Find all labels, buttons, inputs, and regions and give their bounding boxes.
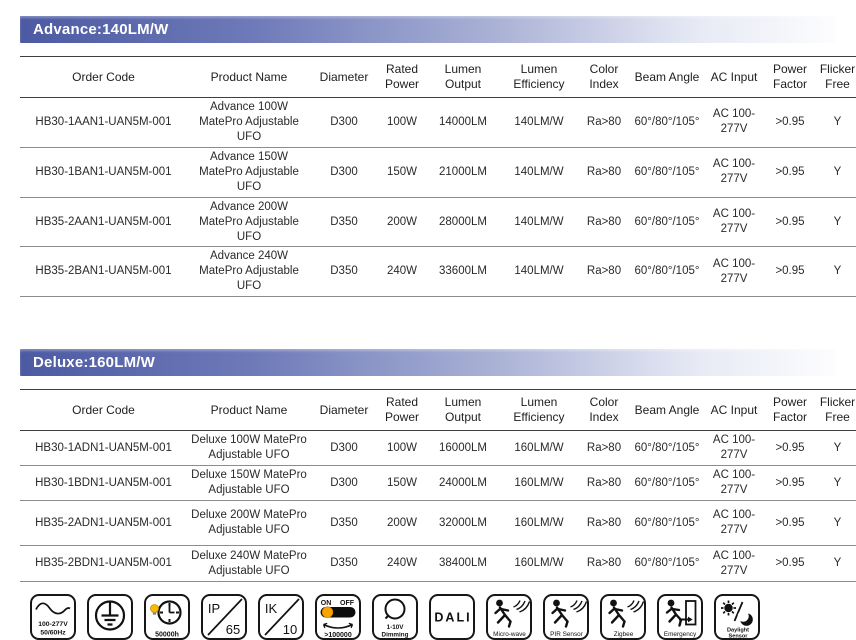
column-header: Power Factor <box>772 62 807 91</box>
table-row <box>20 98 856 148</box>
header-row <box>20 390 856 431</box>
svg-text:Zigbee: Zigbee <box>613 631 634 638</box>
table-cell: 140LM/W <box>514 115 564 128</box>
deluxe-section <box>20 349 856 582</box>
table-cell: 160LM/W <box>514 476 564 489</box>
table-cell: D300 <box>330 115 358 128</box>
table-cell: Ra>80 <box>586 265 622 278</box>
column-header: Color Index <box>589 395 619 425</box>
column-header: Product Name <box>210 69 288 84</box>
table-cell: Ra>80 <box>586 115 622 128</box>
daylight-sensor-icon <box>714 594 760 640</box>
table-cell: AC 100-277V <box>712 208 756 236</box>
table-cell: >0.95 <box>775 516 805 529</box>
svg-text:Micro-wave: Micro-wave <box>493 631 526 638</box>
svg-text:50000h: 50000h <box>155 631 179 638</box>
column-header: Rated Power <box>384 62 419 91</box>
table-cell: 60°/80°/105° <box>634 165 700 178</box>
column-header: Lumen Efficiency <box>513 395 565 425</box>
table-row <box>20 247 856 297</box>
table-row <box>20 197 856 247</box>
svg-text:Sensor: Sensor <box>728 633 748 638</box>
table-cell: AC 100-277V <box>712 108 756 136</box>
table-cell: >0.95 <box>775 165 805 178</box>
table-cell: AC 100-277V <box>712 257 756 285</box>
svg-text:Emergency: Emergency <box>663 631 697 638</box>
column-header: Color Index <box>589 62 619 91</box>
table-cell: >0.95 <box>775 557 805 570</box>
microwave-sensor-icon <box>486 594 532 640</box>
table-cell: Ra>80 <box>586 516 622 529</box>
table-cell: Y <box>833 441 842 454</box>
table-cell: HB35-2AAN1-UAN5M-001 <box>35 215 172 228</box>
table-cell: Y <box>833 215 842 228</box>
table-cell: >0.95 <box>775 265 805 278</box>
table-cell: Y <box>833 557 842 570</box>
table-cell: Y <box>833 115 842 128</box>
column-header: Beam Angle <box>634 69 700 84</box>
table-cell: Advance 100W MatePro Adjustable UFO <box>199 101 299 143</box>
table-cell: Advance 200W MatePro Adjustable UFO <box>199 200 299 243</box>
feature-icons-row <box>20 594 836 640</box>
table-cell: 38400LM <box>439 557 487 570</box>
table-cell: Ra>80 <box>586 215 622 228</box>
svg-text:65: 65 <box>225 622 241 637</box>
emergency-icon <box>657 594 703 640</box>
table-cell: 60°/80°/105° <box>634 115 700 128</box>
table-cell: 14000LM <box>439 115 487 128</box>
table-cell: 32000LM <box>439 516 487 529</box>
table-cell: 240W <box>386 265 418 278</box>
table-cell: 60°/80°/105° <box>634 441 700 454</box>
table-cell: HB30-1AAN1-UAN5M-001 <box>35 115 172 128</box>
header-row <box>20 57 856 98</box>
table-cell: 60°/80°/105° <box>634 265 700 278</box>
table-row <box>20 431 856 466</box>
ac-voltage-icon <box>30 594 76 640</box>
column-header: Diameter <box>319 69 369 84</box>
table-cell: Ra>80 <box>586 165 622 178</box>
earth-ground-icon <box>87 594 133 640</box>
series-banner-deluxe <box>20 349 836 376</box>
column-header: Order Code <box>72 69 135 84</box>
series-title: Advance:140LM/W <box>33 21 169 38</box>
column-header: AC Input <box>710 69 758 84</box>
table-cell: 28000LM <box>439 215 487 228</box>
table-cell: 200W <box>386 215 418 228</box>
table-cell: >0.95 <box>775 441 805 454</box>
table-cell: 150W <box>386 476 418 489</box>
table-cell: Y <box>833 265 842 278</box>
pir-sensor-icon <box>543 594 589 640</box>
switch-cycles-icon <box>315 594 361 640</box>
svg-text:Daylight: Daylight <box>726 627 750 634</box>
ik-rating-icon <box>258 594 304 640</box>
table-cell: Ra>80 <box>586 476 622 489</box>
table-cell: Y <box>833 476 842 489</box>
ip-rating-icon <box>201 594 247 640</box>
table-cell: 140LM/W <box>514 215 564 228</box>
table-cell: HB35-2BDN1-UAN5M-001 <box>35 557 172 570</box>
table-cell: 160LM/W <box>514 557 564 570</box>
table-cell: D300 <box>330 476 358 489</box>
table-cell: 16000LM <box>439 441 487 454</box>
table-cell: >0.95 <box>775 215 805 228</box>
svg-text:IP: IP <box>207 601 221 616</box>
series-banner-advance <box>20 16 836 43</box>
svg-text:50/60Hz: 50/60Hz <box>40 629 66 637</box>
column-header: Beam Angle <box>634 402 700 417</box>
table-cell: 33600LM <box>439 265 487 278</box>
dimming-icon <box>372 594 418 640</box>
table-row <box>20 466 856 501</box>
table-cell: AC 100-277V <box>712 509 756 536</box>
column-header: Rated Power <box>384 395 419 425</box>
table-cell: Deluxe 100W MatePro Adjustable UFO <box>191 434 307 462</box>
table-cell: Deluxe 150W MatePro Adjustable UFO <box>191 469 307 497</box>
table-cell: AC 100-277V <box>712 434 756 462</box>
table-cell: >0.95 <box>775 115 805 128</box>
table-cell: AC 100-277V <box>712 469 756 497</box>
table-cell: Deluxe 200W MatePro Adjustable UFO <box>191 509 307 536</box>
table-row <box>20 147 856 197</box>
column-header: Lumen Efficiency <box>513 62 565 91</box>
table-cell: D350 <box>330 265 358 278</box>
table-cell: 240W <box>386 557 418 570</box>
svg-text:1-10V: 1-10V <box>386 624 404 631</box>
table-cell: HB30-1ADN1-UAN5M-001 <box>35 441 172 454</box>
table-cell: HB35-2ADN1-UAN5M-001 <box>35 516 172 529</box>
table-cell: 160LM/W <box>514 441 564 454</box>
table-cell: 150W <box>386 165 418 178</box>
dali-icon <box>429 594 475 640</box>
table-cell: AC 100-277V <box>712 549 756 577</box>
zigbee-icon <box>600 594 646 640</box>
column-header: Flicker Free <box>819 62 856 91</box>
column-header: Lumen Output <box>444 395 482 425</box>
table-cell: D300 <box>330 165 358 178</box>
column-header: Lumen Output <box>444 62 482 91</box>
table-cell: Advance 240W MatePro Adjustable UFO <box>199 250 299 293</box>
svg-text:PIR Sensor: PIR Sensor <box>550 631 583 638</box>
table-cell: D350 <box>330 215 358 228</box>
svg-text:IK: IK <box>264 601 278 616</box>
table-cell: Ra>80 <box>586 557 622 570</box>
table-cell: Advance 150W MatePro Adjustable UFO <box>199 150 299 193</box>
svg-text:DALI: DALI <box>434 610 472 625</box>
table-cell: 140LM/W <box>514 265 564 278</box>
series-title: Deluxe:160LM/W <box>33 354 155 372</box>
column-header: Product Name <box>210 402 288 417</box>
table-cell: D350 <box>330 557 358 570</box>
svg-text:OFF: OFF <box>340 600 354 607</box>
table-cell: AC 100-277V <box>712 158 756 186</box>
svg-text:10: 10 <box>282 622 298 637</box>
spec-table-deluxe <box>20 389 856 582</box>
table-cell: 160LM/W <box>514 516 564 529</box>
table-row <box>20 546 856 582</box>
column-header: Diameter <box>319 402 369 417</box>
table-cell: 60°/80°/105° <box>634 476 700 489</box>
table-cell: 24000LM <box>439 476 487 489</box>
svg-text:ON: ON <box>320 600 332 607</box>
column-header: Order Code <box>72 402 135 417</box>
table-cell: >0.95 <box>775 476 805 489</box>
lifespan-icon <box>144 594 190 640</box>
table-cell: 60°/80°/105° <box>634 557 700 570</box>
spec-table-advance <box>20 56 856 297</box>
column-header: AC Input <box>710 402 758 417</box>
table-cell: 140LM/W <box>514 165 564 178</box>
table-cell: Y <box>833 516 842 529</box>
svg-text:Dimming: Dimming <box>381 631 409 638</box>
table-cell: HB30-1BDN1-UAN5M-001 <box>35 476 172 489</box>
table-cell: 100W <box>386 115 418 128</box>
table-cell: 100W <box>386 441 418 454</box>
table-cell: Y <box>833 165 842 178</box>
table-cell: 200W <box>386 516 418 529</box>
column-header: Flicker Free <box>819 395 856 425</box>
table-cell: Ra>80 <box>586 441 622 454</box>
svg-text:>100000: >100000 <box>324 632 352 638</box>
table-row <box>20 501 856 546</box>
table-cell: HB30-1BAN1-UAN5M-001 <box>35 165 172 178</box>
table-cell: HB35-2BAN1-UAN5M-001 <box>35 265 172 278</box>
column-header: Power Factor <box>772 395 807 425</box>
page <box>20 16 856 640</box>
table-cell: Deluxe 240W MatePro Adjustable UFO <box>191 549 307 577</box>
advance-section <box>20 16 856 297</box>
table-cell: 21000LM <box>439 165 487 178</box>
table-cell: D300 <box>330 441 358 454</box>
table-cell: 60°/80°/105° <box>634 516 700 529</box>
svg-text:100-277V: 100-277V <box>38 621 68 628</box>
table-cell: 60°/80°/105° <box>634 215 700 228</box>
table-cell: D350 <box>330 516 358 529</box>
